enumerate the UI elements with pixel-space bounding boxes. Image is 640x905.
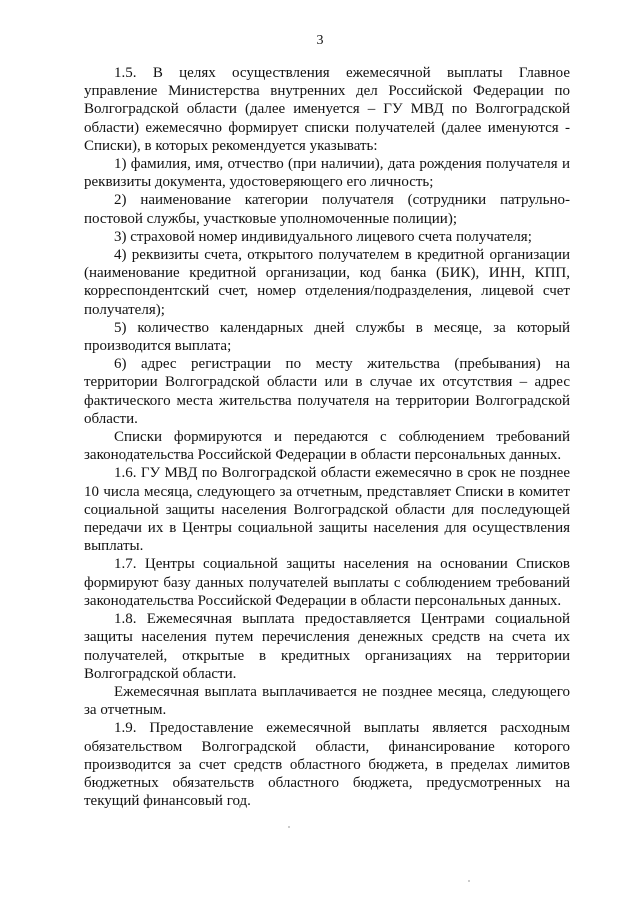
- list-item-6: 6) адрес регистрации по месту жительства (пребывания) на территории Волгоградской области или в случае их отсутствия – адрес фактического места жительства получателя на территории Волгоградской области.: [84, 356, 570, 427]
- list-item-2: 2) наименование категории получателя (сотрудники патрульно-постовой службы, участковые уполномоченные полиции);: [84, 192, 570, 227]
- paragraph-1-6: 1.6. ГУ МВД по Волгоградской области ежемесячно в срок не позднее 10 числа месяца, следующего за отчетным, представляет Списки в комитет социальной защиты населения Волгоградской области для последующей передачи их в Центры социальной защиты населения для осуществления выплаты.: [84, 465, 570, 555]
- scan-speck: [288, 826, 290, 828]
- list-item-5: 5) количество календарных дней службы в месяце, за который производится выплата;: [84, 319, 570, 355]
- scan-speck: [468, 880, 470, 882]
- paragraph-lists-formation: Списки формируются и передаются с соблюдением требований законодательства Российской Федерации в области персональных данных.: [84, 429, 570, 464]
- paragraph-1-8: 1.8. Ежемесячная выплата предоставляется Центрами социальной защиты населения путем перечисления денежных средств на счета их получателей, открытые в кредитных организациях на территории Волгоградской области.: [84, 611, 570, 682]
- list-item-1: 1) фамилия, имя, отчество (при наличии), дата рождения получателя и реквизиты документа, удостоверяющего его личность;: [84, 156, 570, 191]
- paragraph-1-7: 1.7. Центры социальной защиты населения на основании Списков формируют базу данных получателей выплаты с соблюдением требований законодательства Российской Федерации в области персональных данных.: [84, 556, 570, 609]
- list-item-3: 3) страховой номер индивидуального лицевого счета получателя;: [114, 228, 532, 245]
- paragraph-payment-deadline: Ежемесячная выплата выплачивается не позднее месяца, следующего за отчетным.: [84, 683, 570, 719]
- paragraph-1-9: 1.9. Предоставление ежемесячной выплаты является расходным обязательством Волгоградской области, финансирование которого производится за счет средств областного бюджета, в пределах лимитов бюджетных обязательств областного бюджета, предусмотренных на текущий финансовый год.: [84, 720, 570, 810]
- document-body: [84, 64, 570, 810]
- list-item-4: 4) реквизиты счета, открытого получателем в кредитной организации (наименование кредитной организации, код банка (БИК), ИНН, КПП, корреспондентский счет, номер отделения/подразделения, лицевой счет получателя);: [84, 247, 570, 318]
- paragraph-1-5: 1.5. В целях осуществления ежемесячной выплаты Главное управление Министерства внутренних дел Российской Федерации по Волгоградской области (далее именуется – ГУ МВД по Волгоградской области) ежемесячно формирует списки получателей (далее именуются - Списки), в которых рекомендуется указывать:: [84, 65, 570, 154]
- page-number: 3: [316, 33, 324, 48]
